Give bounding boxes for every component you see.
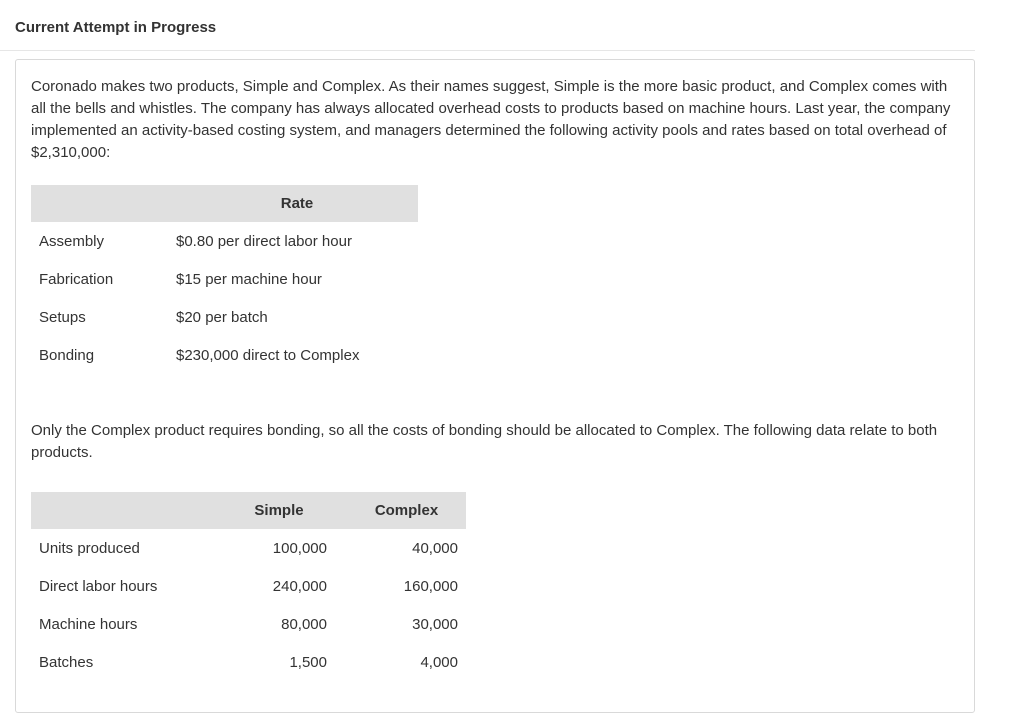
table-row <box>31 336 418 374</box>
attempt-status-title: Current Attempt in Progress <box>15 19 217 36</box>
simple-value: 240,000 <box>272 577 327 595</box>
header-simple: Simple <box>211 492 327 529</box>
activity-label: Setups <box>39 308 86 326</box>
product-data-table <box>31 492 466 681</box>
complex-value: 30,000 <box>412 615 458 633</box>
table-row <box>31 605 466 643</box>
products-header-row <box>31 492 466 529</box>
activity-rates-table <box>31 185 418 374</box>
activity-rate: $15 per machine hour <box>176 270 322 288</box>
activity-label: Fabrication <box>39 270 114 288</box>
activity-rate: $0.80 per direct labor hour <box>176 232 352 250</box>
page-header <box>0 0 975 51</box>
simple-value: 100,000 <box>272 539 327 557</box>
table-row <box>31 260 418 298</box>
question-card <box>15 59 975 713</box>
activity-label: Bonding <box>39 346 95 364</box>
complex-value: 40,000 <box>412 539 458 557</box>
rates-header-row <box>31 185 418 222</box>
bonding-note-text: Only the Complex product requires bonding, so all the costs of bonding should be allocated to Complex. The following data relate to both products. <box>31 422 938 461</box>
table-row <box>31 298 418 336</box>
activity-rate: $230,000 direct to Complex <box>176 346 360 364</box>
header-complex: Complex <box>327 492 466 529</box>
activity-label: Assembly <box>39 232 105 250</box>
metric-label: Units produced <box>39 539 140 557</box>
table-row <box>31 222 418 260</box>
rates-header-blank <box>31 185 176 222</box>
table-row <box>31 643 466 681</box>
products-header-blank <box>31 492 211 529</box>
problem-intro-text: Coronado makes two products, Simple and Complex. As their names suggest, Simple is the more basic product, and Complex comes with all the bells and whistles. The company has always allocated overhead costs to products based on machine hours. Last year, the company implemented an activity-based costing system, and managers determined the following activity pools and rates based on total overhead of $2,310,000: <box>31 78 951 161</box>
metric-label: Batches <box>39 653 94 671</box>
rates-header-rate: Rate <box>176 185 418 222</box>
metric-label: Machine hours <box>39 615 138 633</box>
table-row <box>31 529 466 567</box>
table-row <box>31 567 466 605</box>
activity-rate: $20 per batch <box>176 308 268 326</box>
simple-value: 1,500 <box>289 653 327 671</box>
simple-value: 80,000 <box>281 615 327 633</box>
metric-label: Direct labor hours <box>39 577 158 595</box>
complex-value: 160,000 <box>403 577 458 595</box>
complex-value: 4,000 <box>420 653 458 671</box>
